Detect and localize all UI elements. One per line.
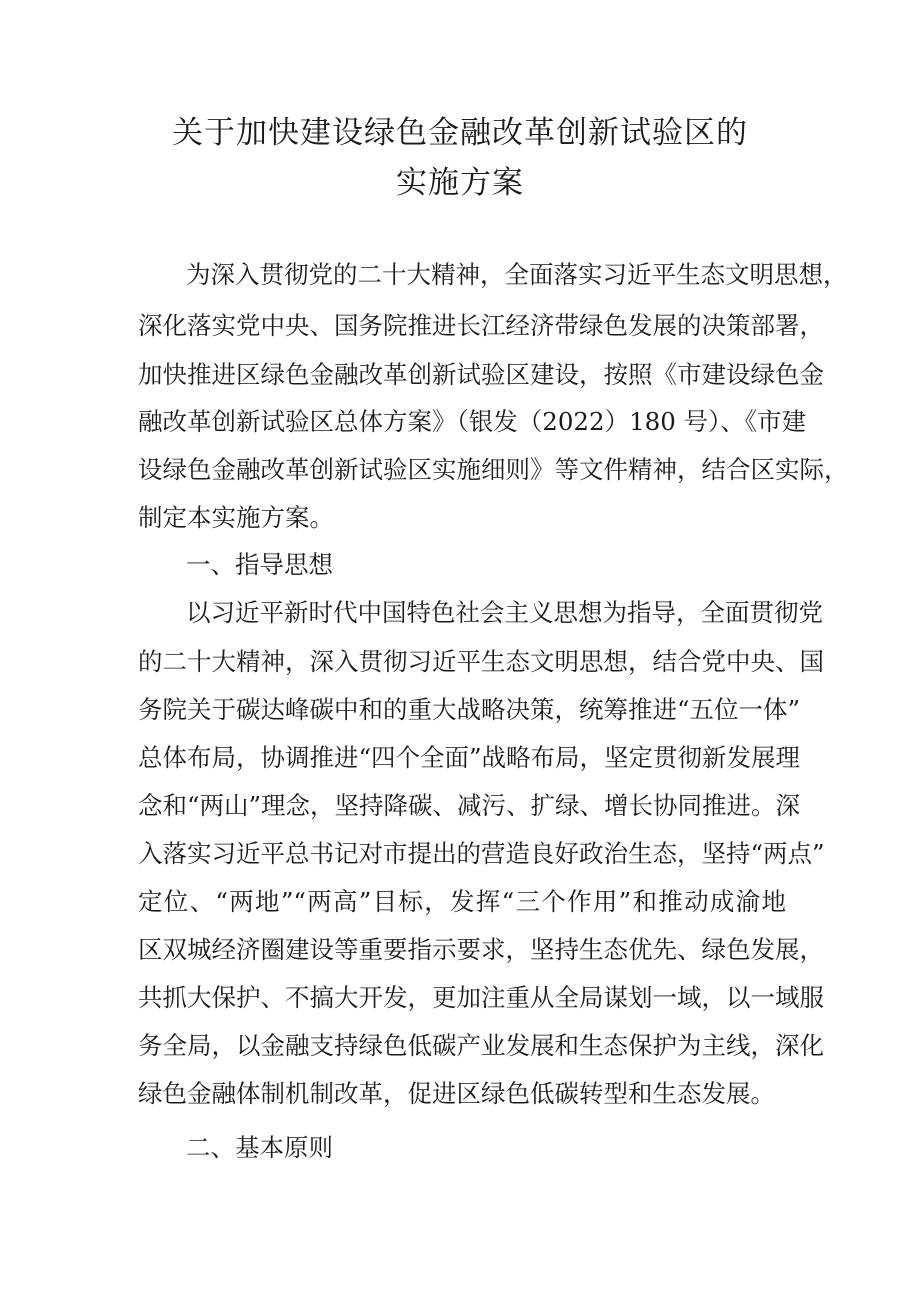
paragraph-line: 加快推进区绿色金融改革创新试验区建设，按照《市建设绿色金 [138, 360, 824, 389]
document-title-line-1: 关于加快建设绿色金融改革创新试验区的 [172, 115, 748, 151]
paragraph-line: 入落实习近平总书记对市提出的营造良好政治生态，坚持“两点” [138, 839, 825, 868]
paragraph-line: 总体布局，协调推进“四个全面”战略布局，坚定贯彻新发展理 [138, 743, 801, 772]
paragraph-line: 深化落实党中央、国务院推进长江经济带绿色发展的决策部署， [138, 311, 824, 340]
paragraph-line: 务全局，以金融支持绿色低碳产业发展和生态保护为主线，深化 [138, 1031, 824, 1060]
paragraph-line: 共抓大保护、不搞大开发，更加注重从全局谋划一域，以一域服 [138, 983, 824, 1012]
paragraph-line: 定位、“两地”“两高”目标，发挥“三个作用”和推动成渝地 [138, 887, 786, 916]
paragraph-line: 融改革创新试验区总体方案》（银发（2022）180 号）、《市建 [138, 407, 807, 436]
section-heading-guiding-ideology: 一、指导思想 [186, 550, 333, 579]
paragraph-line: 务院关于碳达峰碳中和的重大战略决策，统筹推进“五位一体” [138, 695, 801, 724]
paragraph-line: 设绿色金融改革创新试验区实施细则》等文件精神，结合区实际， [138, 455, 849, 484]
paragraph-line: 区双城经济圈建设等重要指示要求，坚持生态优先、绿色发展， [138, 935, 824, 964]
section-heading-basic-principles: 二、基本原则 [186, 1133, 333, 1162]
paragraph-line: 制定本实施方案。 [138, 503, 334, 532]
document-title-line-2: 实施方案 [396, 165, 524, 201]
paragraph-line: 念和“两山”理念，坚持降碳、减污、扩绿、增长协同推进。深 [138, 791, 801, 820]
paragraph-line: 以习近平新时代中国特色社会主义思想为指导，全面贯彻党 [186, 598, 823, 627]
paragraph-line: 为深入贯彻党的二十大精神，全面落实习近平生态文明思想， [186, 260, 848, 289]
paragraph-line: 的二十大精神，深入贯彻习近平生态文明思想，结合党中央、国 [138, 647, 824, 676]
paragraph-line: 绿色金融体制机制改革，促进区绿色低碳转型和生态发展。 [138, 1079, 775, 1108]
